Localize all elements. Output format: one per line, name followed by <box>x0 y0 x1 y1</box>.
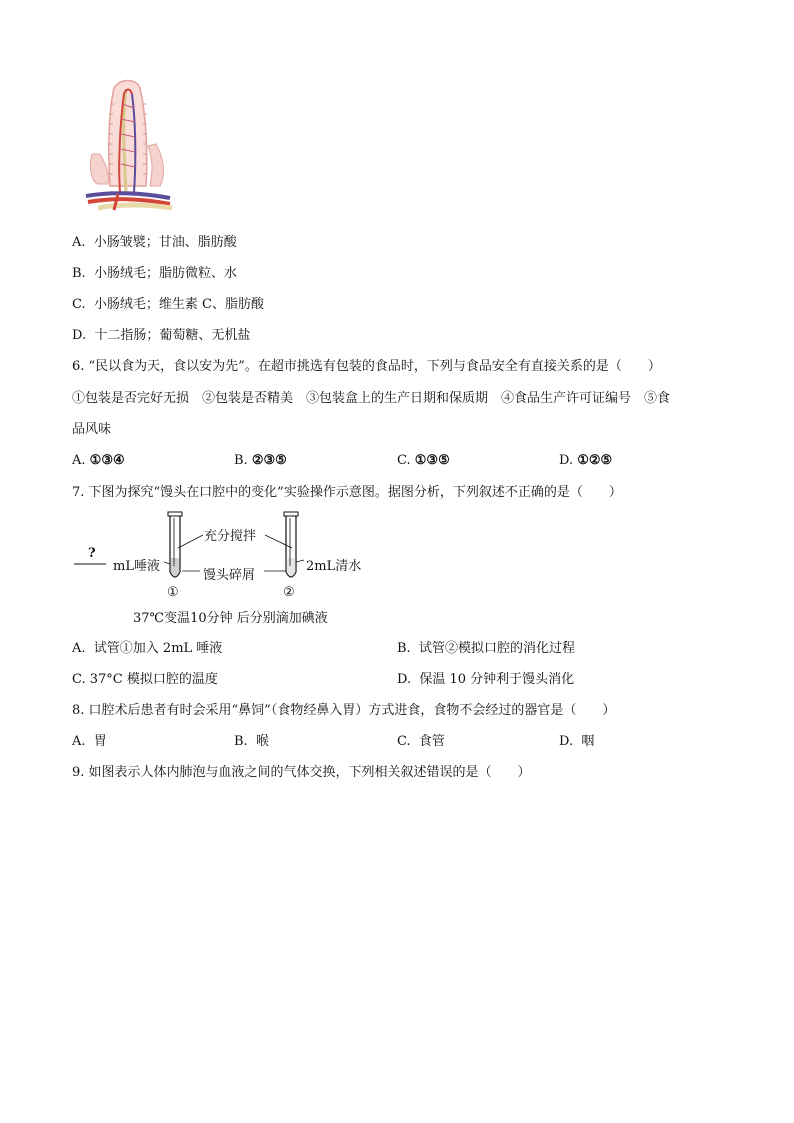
q5-option-a: A. 小肠皱襞；甘油、脂肪酸 <box>72 235 237 250</box>
q8-option-c: C. 食管 <box>397 734 445 749</box>
q7-stem: 7. 下图为探究“馒头在口腔中的变化”实验操作示意图。据图分析，下列叙述不正确的是（ ） <box>72 485 622 500</box>
water-label: 2mL清水 <box>306 559 362 574</box>
q6-option-b: B. ②③⑤ <box>234 453 287 468</box>
q5-option-b: B. 小肠绒毛；脂肪微粒、水 <box>72 266 237 281</box>
figure-caption: 37℃变温10分钟 后分别滴加碘液 <box>133 611 328 626</box>
q7-option-d: D. 保温 10 分钟利于馒头消化 <box>397 672 575 687</box>
test-tube-2-icon <box>284 512 298 577</box>
q6-items-line1: ①包装是否完好无损 ②包装是否精美 ③包装盒上的生产日期和保质期 ④食品生产许可证编号 ⑤食 <box>72 391 671 406</box>
q7-option-c: C. 37°C 模拟口腔的温度 <box>72 672 218 687</box>
q6-option-c: C. ①③⑤ <box>397 453 450 468</box>
q6-option-a: A. ①③④ <box>72 453 125 468</box>
q6-stem: 6. “民以食为天，食以安为先”。在超市挑选有包装的食品时，下列与食品安全有直接关系的是（ ） <box>72 359 661 374</box>
crumbs-label: 馒头碎屑 <box>203 568 256 583</box>
q5-option-d: D. 十二指肠；葡萄糖、无机盐 <box>72 328 251 343</box>
test-tube-1-icon <box>168 512 182 577</box>
q6-option-d: D. ①②⑤ <box>559 453 613 468</box>
q9-stem: 9. 如图表示人体内肺泡与血液之间的气体交换，下列相关叙述错误的是（ ） <box>72 765 531 780</box>
saliva-label: mL唾液 <box>113 559 160 574</box>
blank-question-mark: ? <box>88 546 96 561</box>
q7-option-b: B. 试管②模拟口腔的消化过程 <box>397 641 575 656</box>
tube-2-label: ② <box>283 585 295 600</box>
q8-stem: 8. 口腔术后患者有时会采用“鼻饲”（食物经鼻入胃）方式进食，食物不会经过的器官是（ ） <box>72 703 616 718</box>
q5-option-c: C. 小肠绒毛；维生素 C、脂肪酸 <box>72 297 264 312</box>
q8-option-a: A. 胃 <box>72 734 107 749</box>
q8-option-b: B. 喉 <box>234 734 269 749</box>
tube-1-label: ① <box>167 585 179 600</box>
q7-option-a: A. 试管①加入 2mL 唾液 <box>72 641 223 656</box>
q8-option-d: D. 咽 <box>559 734 595 749</box>
stir-label: 充分搅拌 <box>204 529 257 544</box>
intestinal-villus-figure <box>78 74 178 214</box>
q6-items-line2: 品风味 <box>72 422 112 437</box>
